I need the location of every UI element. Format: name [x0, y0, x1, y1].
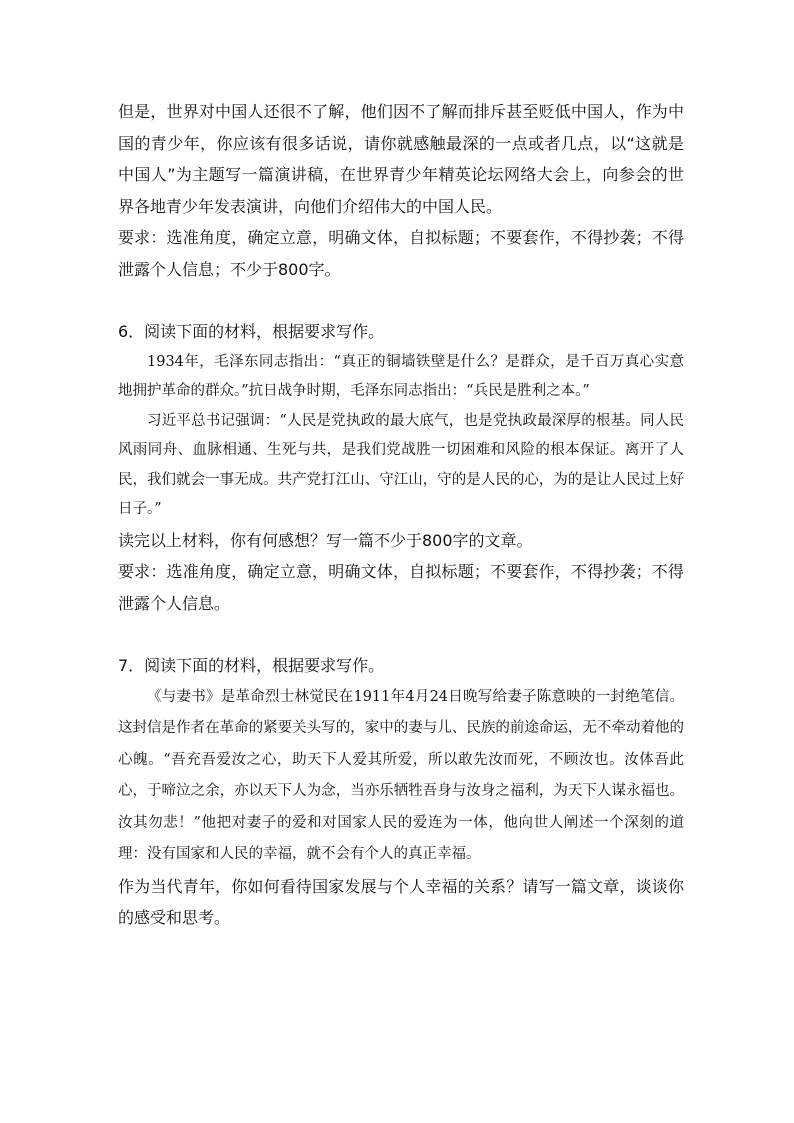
- question-6-prompt: 读完以上材料，你有何感想？写一篇不少于800字的文章。: [118, 530, 533, 550]
- question-7-quote: 《与妻书》是革命烈士林觉民在1911年4月24日晚写给妻子陈意映的一封绝笔信。这封信是作者在革命的紧要关头写的，家中的妻与儿、民族的前途命运，无不牵动着他的心魄。“吾充吾爱汝之心，助天下人爱其所爱，所以敢先汝而死，不顾汝也。汝体吾此心，于啼泣之余，亦以天下人为念，当亦乐牺牲吾身与汝身之福利，为天下人谋永福也。汝其勿悲！”他把对妻子的爱和对国家人民的爱连为一体，他向世人阐述一个深刻的道理：没有国家和人民的幸福，就不会有个人的真正幸福。: [118, 688, 684, 862]
- section-spacer: [118, 619, 684, 650]
- document-page: [118, 96, 684, 934]
- question-6-heading: 6．阅读下面的材料，根据要求写作。: [118, 322, 385, 341]
- question-6-requirement: 要求：选准角度，确定立意，明确文体，自拟标题；不要套作，不得抄袭；不得泄露个人信息。: [118, 562, 684, 613]
- intro-paragraph: 但是，世界对中国人还很不了解，他们因不了解而排斥甚至贬低中国人，作为中国的青少年，你应该有很多话说，请你就感触最深的一点或者几点，以“这就是中国人”为主题写一篇演讲稿，在世界青少年精英论坛网络大会上，向参会的世界各地青少年发表演讲，向他们介绍伟大的中国人民。: [118, 102, 684, 216]
- question-6-quote-mao: 1934年，毛泽东同志指出：“真正的铜墙铁壁是什么？是群众，是千百万真心实意地拥护革命的群众。”抗日战争时期，毛泽东同志指出：“兵民是胜利之本。”: [118, 353, 684, 399]
- question-7-prompt: 作为当代青年，你如何看待国家发展与个人幸福的关系？请写一篇文章，谈谈你的感受和思考。: [118, 876, 684, 927]
- question-7-heading: 7．阅读下面的材料，根据要求写作。: [118, 656, 385, 675]
- intro-requirement: 要求：选准角度，确定立意，明确文体，自拟标题；不要套作，不得抄袭；不得泄露个人信息；不少于800字。: [118, 228, 684, 279]
- question-6-quote-xi: 习近平总书记强调：“人民是党执政的最大底气，也是党执政最深厚的根基。同人民风雨同舟、血脉相通、生死与共，是我们党战胜一切困难和风险的根本保证。离开了人民，我们就会一事无成。共产党打江山、守江山，守的是人民的心，为的是让人民过上好日子。”: [118, 412, 684, 517]
- section-spacer: [118, 285, 684, 316]
